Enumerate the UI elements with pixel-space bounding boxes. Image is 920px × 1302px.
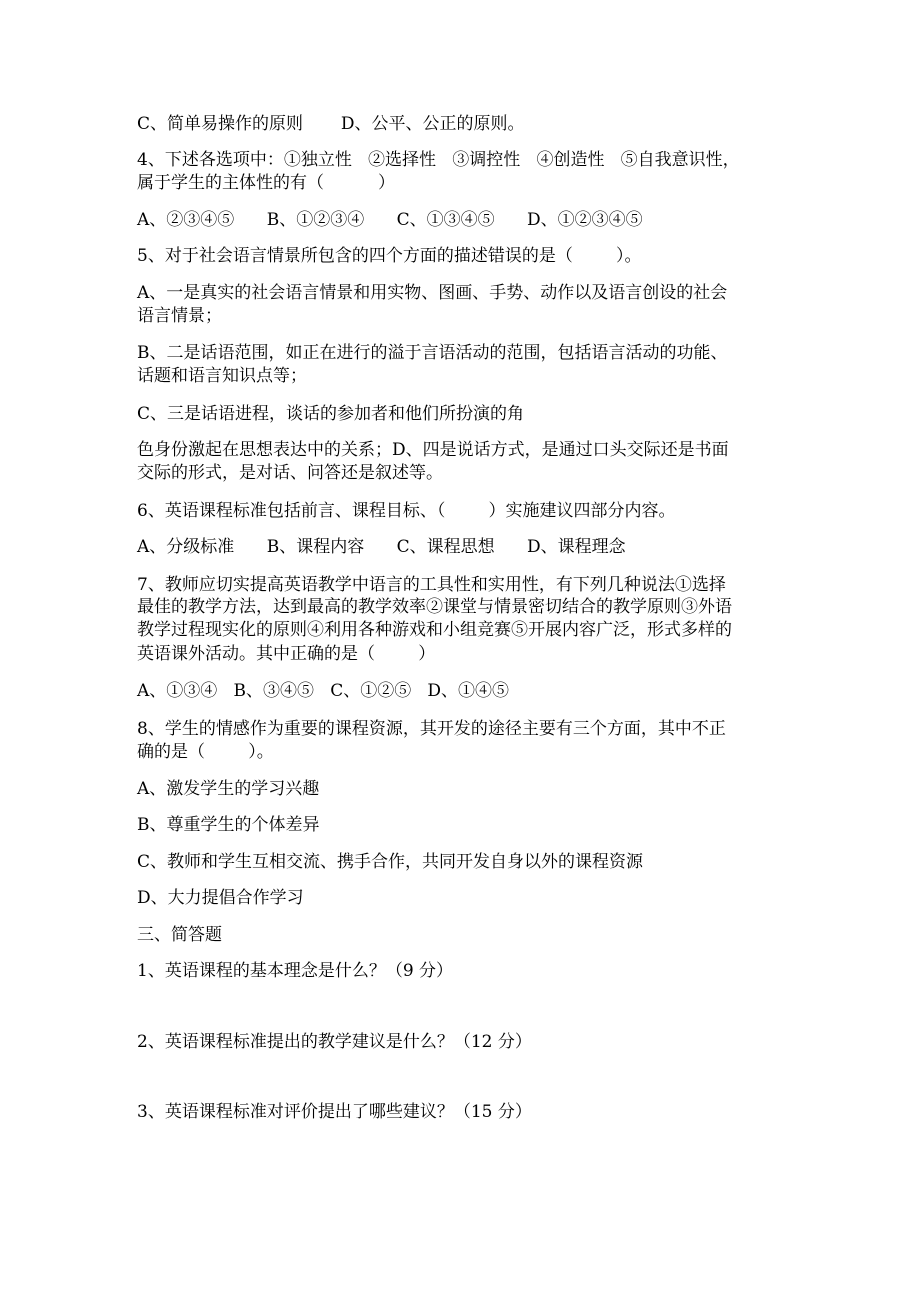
- q5-option-c: C、三是话语进程，谈话的参加者和他们所扮演的角: [137, 404, 525, 424]
- q8-option-a: A、激发学生的学习兴趣: [137, 779, 320, 799]
- q8-stem-cont: 确的是（ ）。: [137, 742, 274, 762]
- q8-option-c: C、教师和学生互相交流、携手合作，共同开发自身以外的课程资源: [137, 852, 644, 872]
- q6-options: A、分级标准 B、课程内容 C、课程思想 D、课程理念: [137, 537, 626, 557]
- q5-stem: 5、对于社会语言情景所包含的四个方面的描述错误的是（ ）。: [137, 246, 642, 266]
- section-heading: 三、简答题: [137, 925, 222, 945]
- q5-option-d-cont: 交际的形式，是对话、问答还是叙述等。: [137, 463, 443, 483]
- q3-options-cd: C、简单易操作的原则 D、公平、公正的原则。: [137, 114, 525, 134]
- q5-option-b: B、二是话语范围，如正在进行的溢于言语活动的范围，包括语言活动的功能、: [137, 343, 728, 363]
- q4-stem-cont: 属于学生的主体性的有（ ）: [137, 173, 396, 193]
- q8-option-d: D、大力提倡合作学习: [137, 888, 304, 908]
- q6-stem: 6、英语课程标准包括前言、课程目标、（ ）实施建议四部分内容。: [137, 501, 676, 521]
- q5-option-a-cont: 语言情景；: [137, 306, 222, 326]
- q8-option-b: B、尊重学生的个体差异: [137, 815, 320, 835]
- q7-options: A、①③④ B、③④⑤ C、①②⑤ D、①④⑤: [137, 681, 510, 701]
- short-answer-1: 1、英语课程的基本理念是什么？（9 分）: [137, 961, 454, 981]
- q4-stem: 4、下述各选项中：①独立性 ②选择性 ③调控性 ④创造性 ⑤自我意识性，: [137, 150, 740, 170]
- q7-stem-cont: 英语课外活动。其中正确的是（ ）: [137, 644, 436, 664]
- short-answer-2: 2、英语课程标准提出的教学建议是什么？（12 分）: [137, 1032, 532, 1052]
- q7-stem: 7、教师应切实提高英语教学中语言的工具性和实用性，有下列几种说法①选择: [137, 575, 726, 595]
- q5-option-b-cont: 话题和语言知识点等；: [137, 366, 307, 386]
- short-answer-3: 3、英语课程标准对评价提出了哪些建议？（15 分）: [137, 1102, 532, 1122]
- q8-stem: 8、学生的情感作为重要的课程资源，其开发的途径主要有三个方面，其中不正: [137, 719, 726, 739]
- q7-stem-cont: 教学过程现实化的原则④利用各种游戏和小组竞赛⑤开展内容广泛，形式多样的: [137, 620, 732, 640]
- q4-options: A、②③④⑤ B、①②③④ C、①③④⑤ D、①②③④⑤: [137, 210, 643, 230]
- q7-stem-cont: 最佳的教学方法，达到最高的教学效率②课堂与情景密切结合的教学原则③外语: [137, 597, 732, 617]
- q5-option-c-d: 色身份激起在思想表达中的关系；D、四是说话方式，是通过口头交际还是书面: [137, 440, 729, 460]
- q5-option-a: A、一是真实的社会语言情景和用实物、图画、手势、动作以及语言创设的社会: [137, 283, 728, 303]
